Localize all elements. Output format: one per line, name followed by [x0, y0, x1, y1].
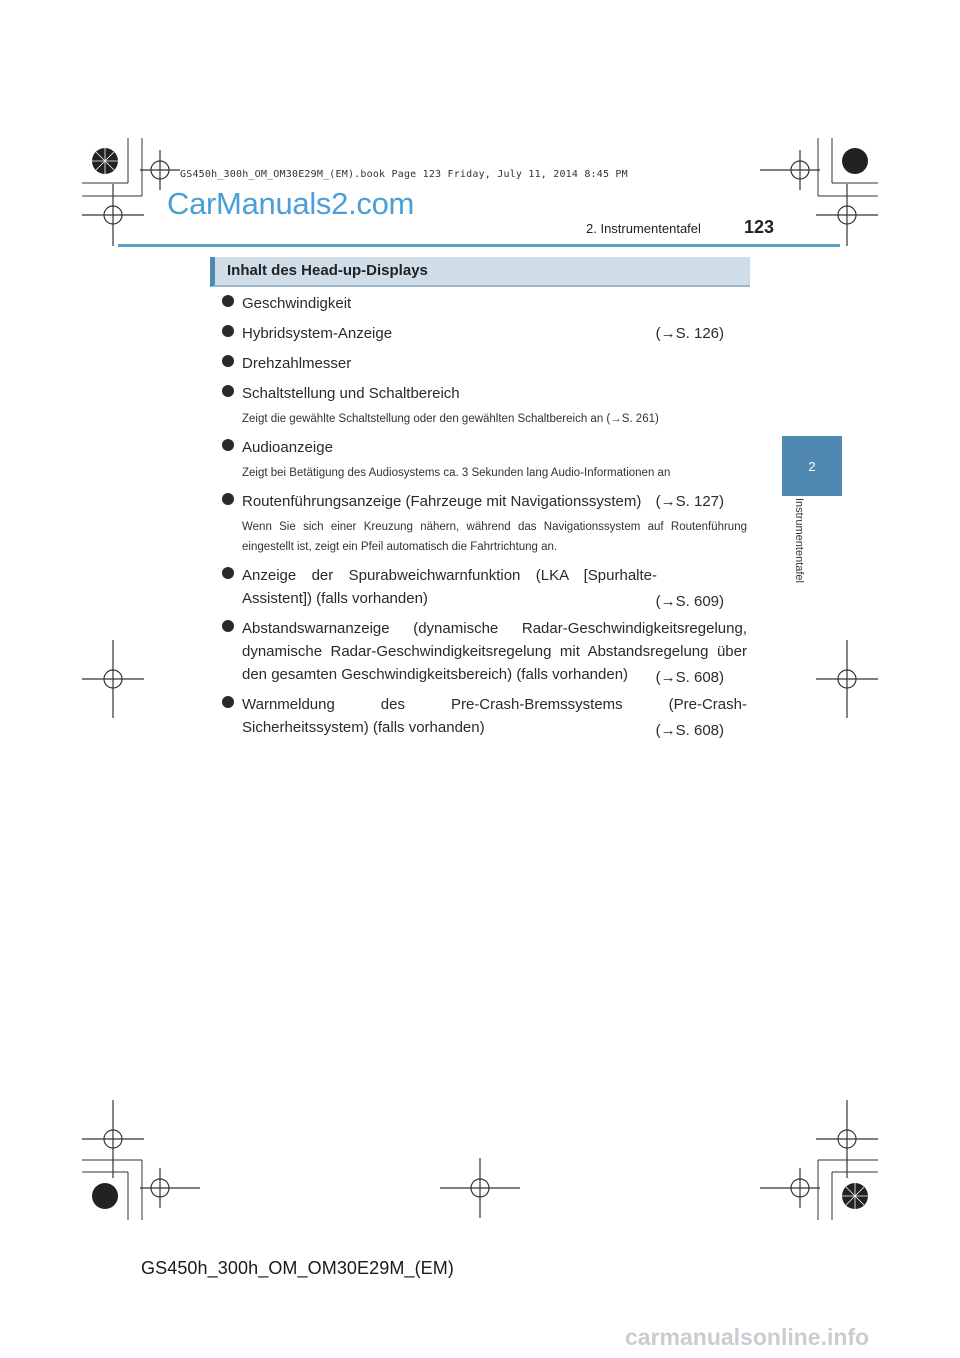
- page-reference: (→S. 608): [655, 722, 724, 739]
- registration-target-icon: [82, 1100, 144, 1178]
- list-item: [222, 322, 747, 345]
- section-heading: Inhalt des Head-up-Displays: [227, 262, 428, 279]
- registration-target-icon: [760, 150, 820, 190]
- footer-document-code: GS450h_300h_OM_OM30E29M_(EM): [141, 1258, 454, 1278]
- item-text: Routenführungsanzeige (Fahrzeuge mit Navigationssystem): [242, 493, 642, 510]
- section-heading-bar: [210, 257, 750, 287]
- registration-target-icon: [140, 150, 180, 190]
- registration-target-icon: [816, 184, 878, 246]
- page-number: 123: [744, 217, 775, 237]
- item-text: Anzeige der Spurabweichwarnfunktion (LKA [Spurhalte-Assistent]) (falls vorhanden): [242, 567, 657, 607]
- watermark-footer: carmanualsonline.info: [625, 1324, 870, 1350]
- header-rule: [118, 244, 840, 247]
- watermark-logo: CarManuals2.com: [167, 186, 415, 221]
- bullet-icon: [222, 295, 234, 307]
- registration-target-icon: [82, 184, 144, 246]
- registration-disc-icon: [842, 148, 868, 174]
- item-text: Hybridsystem-Anzeige: [242, 325, 393, 342]
- registration-target-icon: [440, 1158, 520, 1218]
- bullet-icon: [222, 325, 234, 337]
- registration-target-icon: [760, 1168, 820, 1208]
- bullet-icon: [222, 493, 234, 505]
- page-reference: (→S. 608): [655, 669, 724, 686]
- list-item: [222, 564, 747, 610]
- list-item: [222, 693, 747, 739]
- list-item: [222, 436, 747, 483]
- item-note: Wenn Sie sich einer Kreuzung nähern, während das Navigationssystem auf Routenführung eingestellt ist, zeigt ein Pfeil automatisch die Fahrtrichtung an.: [242, 521, 747, 553]
- list-item: [222, 292, 747, 315]
- page-reference: (→S. 127): [655, 493, 724, 510]
- bullet-icon: [222, 696, 234, 708]
- page-reference: (→S. 609): [655, 593, 724, 610]
- item-text: Warnmeldung des Pre-Crash-Bremssystems (Pre-Crash-Sicherheitssystem) (falls vorhanden): [242, 696, 747, 736]
- bullet-icon: [222, 620, 234, 632]
- registration-target-icon: [82, 640, 144, 718]
- registration-target-icon: [140, 1168, 200, 1208]
- list-item: [222, 617, 747, 686]
- registration-target-icon: [816, 640, 878, 718]
- list-item: [222, 352, 747, 375]
- item-text: Geschwindigkeit: [242, 295, 352, 312]
- bullet-icon: [222, 355, 234, 367]
- registration-disc-icon: [92, 1183, 118, 1209]
- chapter-label: Instrumententafel: [793, 498, 805, 583]
- item-text: Drehzahlmesser: [242, 355, 352, 372]
- book-info-line: GS450h_300h_OM_OM30E29M_(EM).book Page 123 Friday, July 11, 2014 8:45 PM: [180, 169, 628, 180]
- registration-target-icon: [816, 1100, 878, 1178]
- section-title: 2. Instrumententafel: [586, 221, 701, 236]
- page-reference: (→S. 126): [655, 325, 724, 342]
- list-item: [222, 382, 747, 429]
- item-text: Audioanzeige: [242, 439, 333, 456]
- registration-disc-icon: [842, 1183, 868, 1209]
- item-note: Zeigt bei Betätigung des Audiosystems ca. 3 Sekunden lang Audio-Informationen an: [242, 467, 671, 479]
- chapter-tab: 2: [782, 436, 842, 496]
- item-text: Schaltstellung und Schaltbereich: [242, 385, 460, 402]
- item-text: Abstandswarnanzeige (dynamische Radar-Geschwindigkeitsregelung, dynamische Radar-Geschwindigkeitsregelung mit Abstandsregelung über den gesamten Geschwindigkeitsbereich) (falls vorhanden): [242, 620, 747, 683]
- item-note: Zeigt die gewählte Schaltstellung oder den gewählten Schaltbereich an (→S. 261): [242, 413, 659, 425]
- bullet-icon: [222, 439, 234, 451]
- content-list: [222, 292, 747, 739]
- bullet-icon: [222, 385, 234, 397]
- list-item: [222, 490, 747, 557]
- registration-disc-icon: [92, 148, 118, 174]
- bullet-icon: [222, 567, 234, 579]
